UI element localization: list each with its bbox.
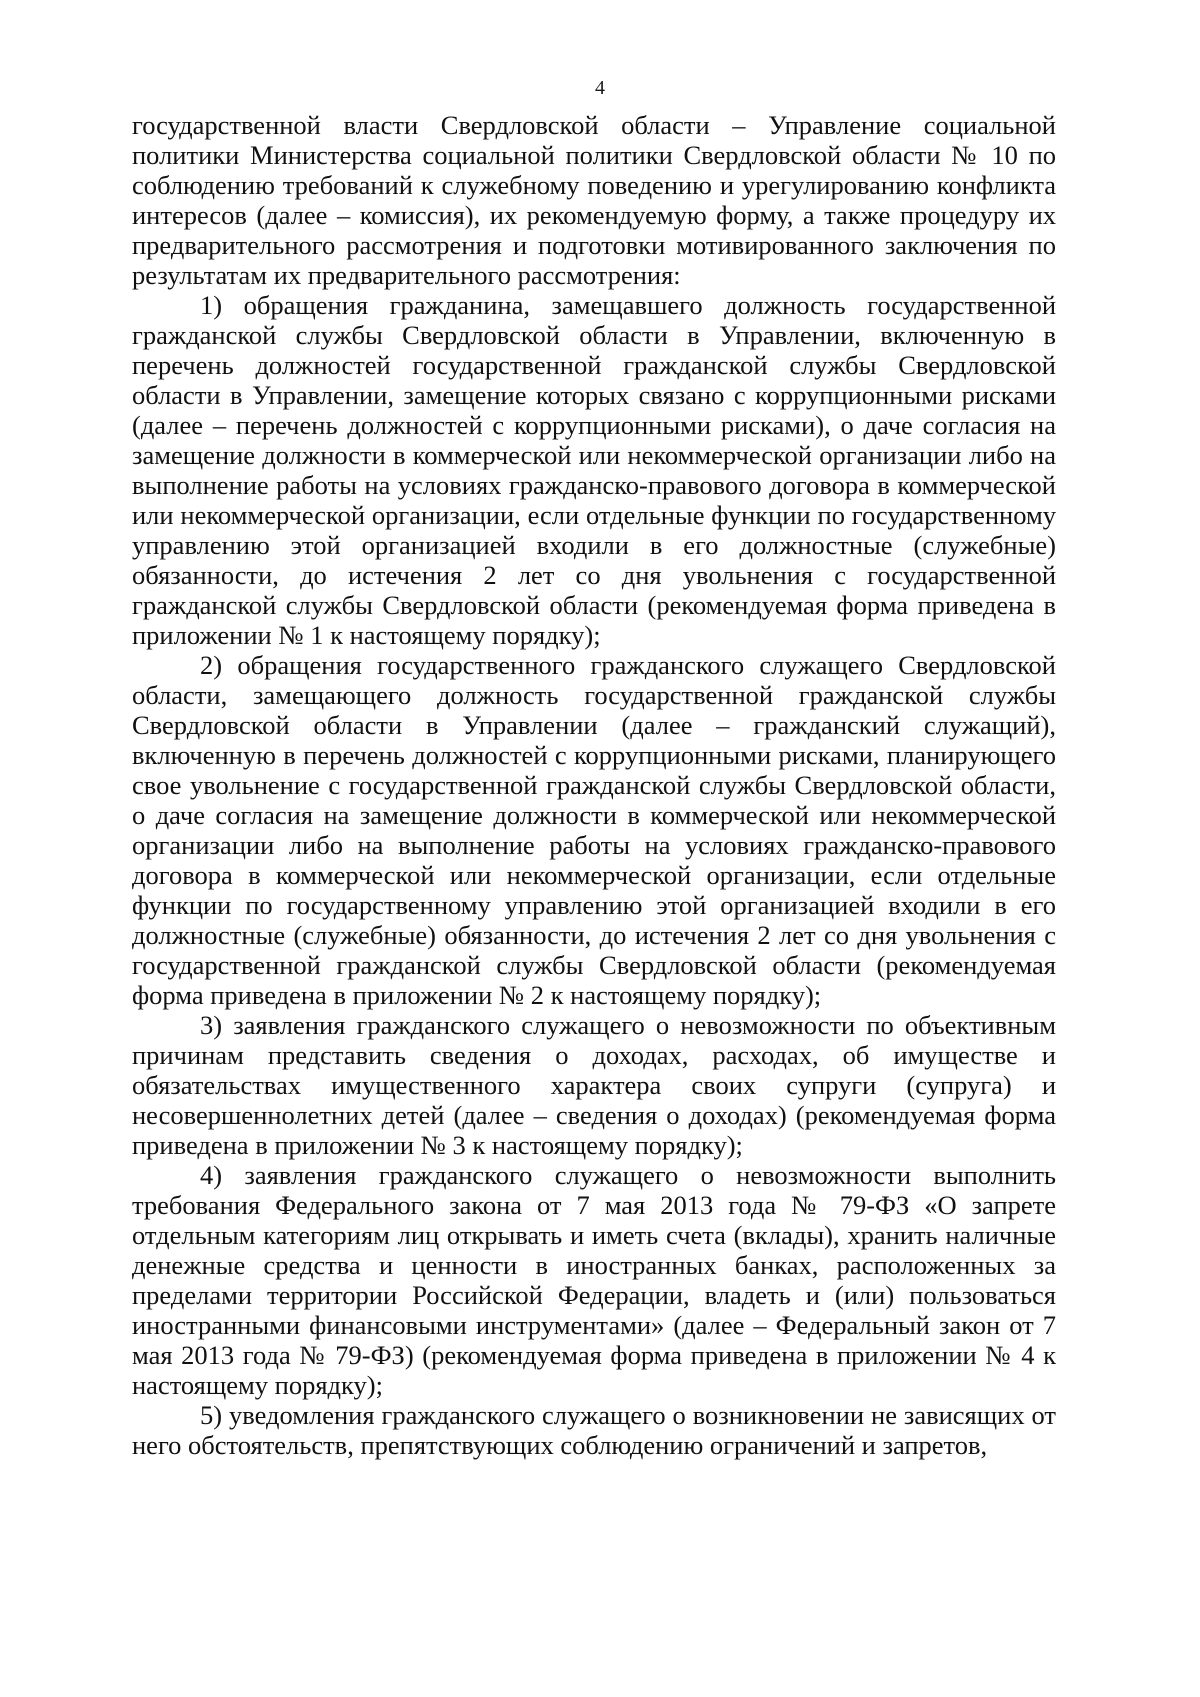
paragraph-item-2: 2) обращения государственного гражданского служащего Свердловской области, замещающего должность государственной гражданской службы Свердловской области в Управлении (далее – гражданский служащий), включенную в перечень должностей с коррупционными рисками, планирующего свое увольнение с государственной гражданской службы Свердловской области, о даче согласия на замещение должности в коммерческой или некоммерческой организации либо на выполнение работы на условиях гражданско-правового договора в коммерческой или некоммерческой организации, если отдельные функции по государственному управлению этой организацией входили в его должностные (служебные) обязанности, до истечения 2 лет со дня увольнения с государственной гражданской службы Свердловской области (рекомендуемая форма приведена в приложении № 2 к настоящему порядку); <box>132 650 1056 1010</box>
page-number: 4 <box>595 77 605 99</box>
document-body <box>132 110 1056 1460</box>
paragraph-continuation: государственной власти Свердловской области – Управление социальной политики Министерства социальной политики Свердловской области № 10 по соблюдению требований к служебному поведению и урегулированию конфликта интересов (далее – комиссия), их рекомендуемую форму, а также процедуру их предварительного рассмотрения и подготовки мотивированного заключения по результатам их предварительного рассмотрения: <box>132 110 1056 290</box>
paragraph-item-3: 3) заявления гражданского служащего о невозможности по объективным причинам представить сведения о доходах, расходах, об имуществе и обязательствах имущественного характера своих супруги (супруга) и несовершеннолетних детей (далее – сведения о доходах) (рекомендуемая форма приведена в приложении № 3 к настоящему порядку); <box>132 1010 1056 1160</box>
paragraph-item-5: 5) уведомления гражданского служащего о возникновении не зависящих от него обстоятельств, препятствующих соблюдению ограничений и запретов, <box>132 1400 1056 1460</box>
paragraph-item-4: 4) заявления гражданского служащего о невозможности выполнить требования Федерального закона от 7 мая 2013 года № 79-ФЗ «О запрете отдельным категориям лиц открывать и иметь счета (вклады), хранить наличные денежные средства и ценности в иностранных банках, расположенных за пределами территории Российской Федерации, владеть и (или) пользоваться иностранными финансовыми инструментами» (далее – Федеральный закон от 7 мая 2013 года № 79-ФЗ) (рекомендуемая форма приведена в приложении № 4 к настоящему порядку); <box>132 1160 1056 1400</box>
paragraph-item-1: 1) обращения гражданина, замещавшего должность государственной гражданской службы Свердловской области в Управлении, включенную в перечень должностей государственной гражданской службы Свердловской области в Управлении, замещение которых связано с коррупционными рисками (далее – перечень должностей с коррупционными рисками), о даче согласия на замещение должности в коммерческой или некоммерческой организации либо на выполнение работы на условиях гражданско-правового договора в коммерческой или некоммерческой организации, если отдельные функции по государственному управлению этой организацией входили в его должностные (служебные) обязанности, до истечения 2 лет со дня увольнения с государственной гражданской службы Свердловской области (рекомендуемая форма приведена в приложении № 1 к настоящему порядку); <box>132 290 1056 650</box>
